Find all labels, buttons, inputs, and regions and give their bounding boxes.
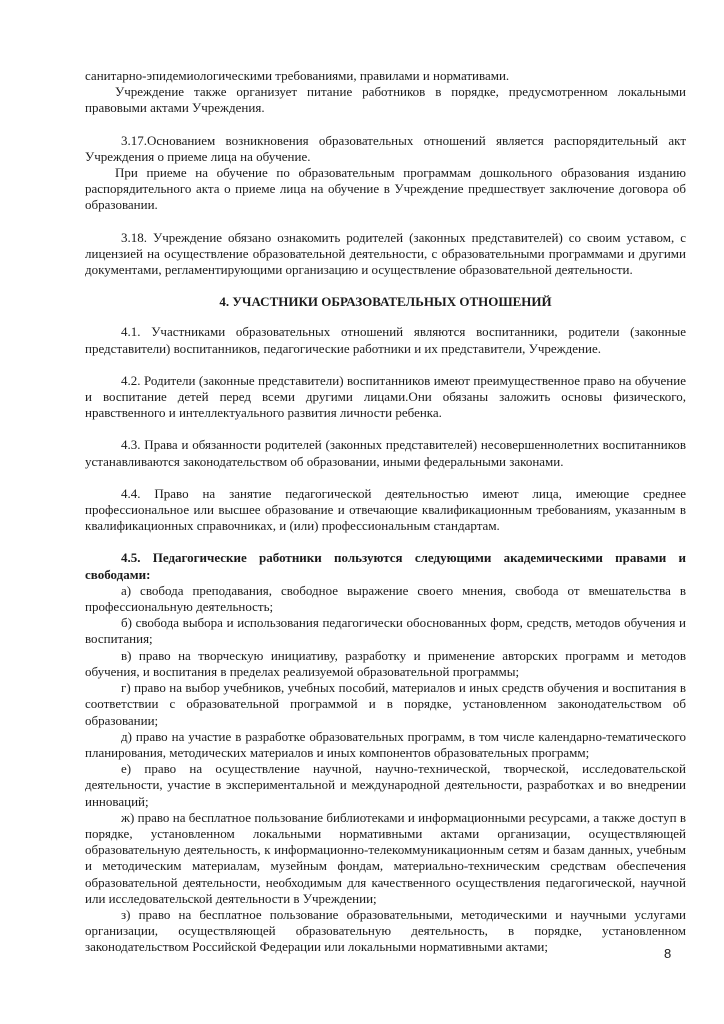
list-item: а) свобода преподавания, свободное выражение своего мнения, свобода от вмешательства в профессиональную деятельность; [85,582,686,615]
list-item: д) право на участие в разработке образовательных программ, в том числе календарно-тематического планирования, методических материалов и иных компонентов образовательных программ; [85,728,686,760]
list-item: г) право на выбор учебников, учебных пособий, материалов и иных средств обучения и воспитания в соответствии с образовательной программой и в порядке, установленном законодательством об образовании; [85,680,686,728]
page-content [85,68,686,956]
clause-3-18: 3.18. Учреждение обязано ознакомить родителей (законных представителей) со своим уставом, с лицензией на осуществление образовательной деятельности, с образовательными программами и другими документами, регламентирующими организацию и осуществление образовательной деятельности. [85,229,686,278]
clause-4-3: 4.3. Права и обязанности родителей (законных представителей) несовершеннолетних воспитанников устанавливаются законодательством об образовании, иными федеральными законами. [85,437,686,469]
section-heading: 4. УЧАСТНИКИ ОБРАЗОВАТЕЛЬНЫХ ОТНОШЕНИЙ [219,294,552,310]
list-item: б) свобода выбора и использования педагогически обоснованных форм, средств, методов обучения и воспитания; [85,615,686,647]
clause-4-2: 4.2. Родители (законные представители) воспитанников имеют преимущественное право на обучение и воспитание детей перед всеми другими лицами.Они обязаны заложить основы физического, нравственного и интеллектуального развития личности ребенка. [85,372,686,421]
list-item: з) право на бесплатное пользование образовательными, методическими и научными услугами организации, осуществляющей образовательную деятельность, в порядке, установленном законодательством Российской Федерации или локальными нормативными актами; [85,906,686,955]
intro-line: санитарно-эпидемиологическими требованиями, правилами и нормативами. [85,68,510,83]
intro-paragraph: Учреждение также организует питание работников в порядке, предусмотренном локальными правовыми актами Учреждения. [85,84,686,116]
clause-3-17-paragraph: При приеме на обучение по образовательным программам дошкольного образования изданию распорядительного акта о приеме лица на обучение в Учреждение предшествует заключение договора об образовании. [85,165,686,213]
clause-3-17: 3.17.Основанием возникновения образовательных отношений является распорядительный акт Учреждения о приеме лица на обучение. [85,132,686,164]
list-item: ж) право на бесплатное пользование библиотеками и информационными ресурсами, а также доступ в порядке, установленном локальными нормативными актами организации, осуществляющей образовательную деятельность, к информационно-телекоммуникационным сетям и базам данных, учебным и методическим материалам, музейным фондам, материально-техническим средствам обеспечения образовательной деятельности, необходимым для качественного осуществления педагогической, научной или исследовательской деятельности в Учреждении; [85,809,686,906]
list-item: в) право на творческую инициативу, разработку и применение авторских программ и методов обучения, и воспитания в пределах реализуемой образовательной программы; [85,647,686,679]
clause-4-5-title: 4.5. Педагогические работники пользуются следующими академическими правами и свободами: [85,550,686,582]
clause-4-1: 4.1. Участниками образовательных отношений являются воспитанники, родители (законные представители) воспитанников, педагогические работники и их представители, Учреждение. [85,324,686,356]
page-number: 8 [664,946,672,961]
clause-4-4: 4.4. Право на занятие педагогической деятельностью имеют лица, имеющие среднее профессиональное или высшее образование и отвечающие квалификационным требованиям, указанным в квалификационных справочниках, и (или) профессиональным стандартам. [85,485,686,534]
list-item: е) право на осуществление научной, научно-технической, творческой, исследовательской деятельности, участие в экспериментальной и международной деятельности, разработках и во внедрении инноваций; [85,761,686,809]
